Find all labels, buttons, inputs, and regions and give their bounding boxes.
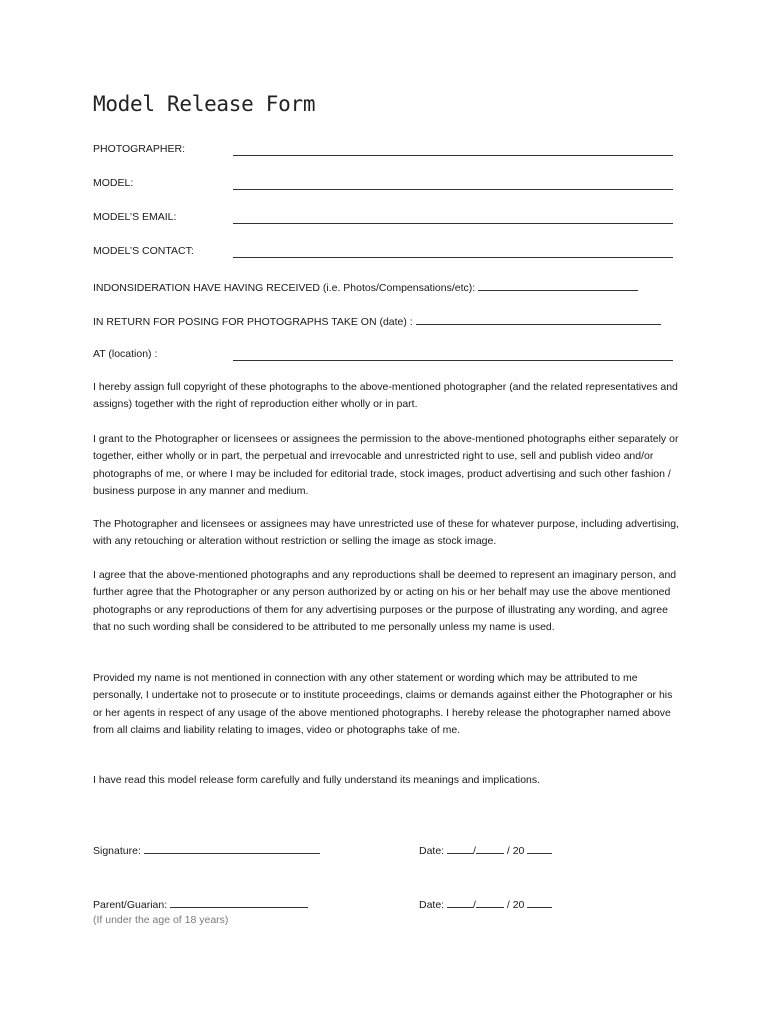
signature-field <box>93 843 320 857</box>
model-label: MODEL: <box>93 177 134 189</box>
model-field <box>93 177 673 193</box>
usage-paragraph: The Photographer and licensees or assignees may have unrestricted use of these for whatever purpose, including advertising, with any retouching or alteration without restriction or selling the image as stock image. <box>93 518 680 548</box>
parent-signature-input-line[interactable] <box>170 897 308 908</box>
imaginary-person-paragraph: I agree that the above-mentioned photographs and any reproductions shall be deemed to represent an imaginary person, and further agree that the Photographer or any person authorized by or acting on his or her behalf may use the above mentioned photographs or any reproductions of them for any advertising purposes or the purpose of illustrating any wording, and agree that no such wording shall be considered to be attributed to me personally unless my name is used. <box>93 569 677 634</box>
parent-signature-field <box>93 897 308 911</box>
signature-date-year-line[interactable] <box>527 843 552 854</box>
posing-date-label: IN RETURN FOR POSING FOR PHOTOGRAPHS TAKE ON (date) : <box>93 316 413 328</box>
model-input-line[interactable] <box>233 189 673 190</box>
parent-label: Parent/Guarian: <box>93 899 168 911</box>
signature-input-line[interactable] <box>144 843 320 854</box>
location-field <box>93 348 673 364</box>
photographer-field <box>93 143 673 159</box>
photographer-label: PHOTOGRAPHER: <box>93 143 185 155</box>
model-email-label: MODEL’S EMAIL: <box>93 211 177 223</box>
parent-date-separator: / <box>473 899 476 911</box>
posing-date-input-line[interactable] <box>416 314 661 325</box>
parent-date-month-line[interactable] <box>476 897 504 908</box>
signature-date-separator: / <box>473 845 476 857</box>
consideration-field <box>93 280 638 296</box>
parent-date-year-prefix: / 20 <box>506 899 525 911</box>
signature-date-year-prefix: / 20 <box>506 845 525 857</box>
model-contact-field <box>93 245 673 261</box>
parent-date-year-line[interactable] <box>527 897 552 908</box>
parent-date-label: Date: <box>419 899 445 911</box>
copyright-paragraph: I hereby assign full copyright of these photographs to the above-mentioned photographer (and the related representatives and assigns) together with the right of reproduction either wholly or in part. <box>93 381 678 411</box>
model-contact-input-line[interactable] <box>233 257 673 258</box>
consideration-input-line[interactable] <box>478 280 638 291</box>
signature-date-day-line[interactable] <box>447 843 473 854</box>
model-contact-label: MODEL’S CONTACT: <box>93 245 194 257</box>
photographer-input-line[interactable] <box>233 155 673 156</box>
signature-date-month-line[interactable] <box>476 843 504 854</box>
model-email-field <box>93 211 673 227</box>
acknowledgement-paragraph: I have read this model release form carefully and fully understand its meanings and implications. <box>93 774 541 786</box>
posing-date-field <box>93 314 661 330</box>
model-email-input-line[interactable] <box>233 223 673 224</box>
location-label: AT (location) : <box>93 348 158 360</box>
parent-date-field <box>419 897 552 911</box>
age-note: (If under the age of 18 years) <box>93 914 229 926</box>
location-input-line[interactable] <box>233 360 673 361</box>
form-title: Model Release Form <box>93 92 316 116</box>
parent-date-day-line[interactable] <box>447 897 473 908</box>
signature-label: Signature: <box>93 845 141 857</box>
signature-date-field <box>419 843 552 857</box>
signature-date-label: Date: <box>419 845 445 857</box>
release-paragraph: Provided my name is not mentioned in connection with any other statement or wording which may be attributed to me personally, I undertake not to prosecute or to institute proceedings, claims or demands against either the Photographer or his or her agents in respect of any usage of the above mentioned photographs. I hereby release the photographer named above from all claims and liability relating to images, video or photographs take of me. <box>93 672 673 737</box>
grant-paragraph: I grant to the Photographer or licensees or assignees the permission to the above-mentioned photographs either separately or together, either wholly or in part, the perpetual and irrevocable and unrestricted right to use, sell and publish video and/or photographs of me, or where I may be included for editorial trade, stock images, product advertising and such other fashion / business purpose in any manner and medium. <box>93 433 679 498</box>
consideration-label: INDONSIDERATION HAVE HAVING RECEIVED (i.e. Photos/Compensations/etc): <box>93 282 476 294</box>
